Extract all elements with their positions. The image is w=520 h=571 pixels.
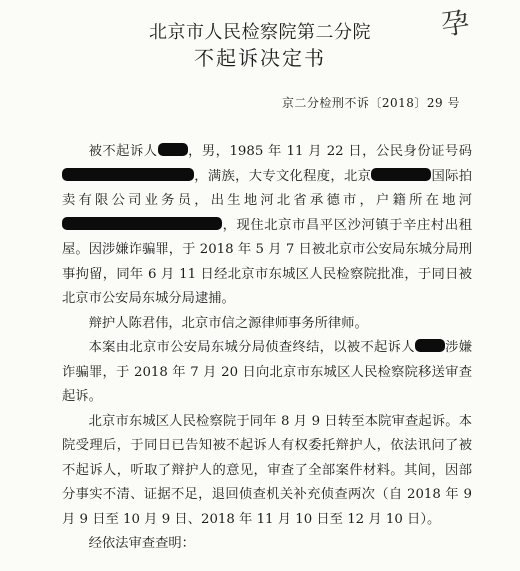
paragraph-defense-counsel: 辩护人陈君伟，北京市信之源律师事务所律师。	[88, 315, 368, 331]
redaction-mark	[62, 217, 222, 230]
paragraph-case-transfer	[62, 336, 472, 410]
paragraph-defendant	[62, 140, 472, 312]
paragraph-findings-intro: 经依法审查查明：	[88, 536, 195, 551]
text-span: 涉嫌诈骗罪，于 2018 年 7 月 20 日向北京市东城区人民检察院移送审查起诉。	[62, 340, 473, 404]
handwritten-mark: 孕	[439, 5, 472, 42]
text-span: ，现住北京市昌平区沙河镇于辛庄村出租屋。因涉嫌诈骗罪，于 2018 年 5 月 7 日被北京市公安局东城分局刑事拘留，同年 6 月 11 日经北京市东城区人民检察院批准，于同日被北京市公安局东城分局逮捕。	[62, 217, 472, 306]
document-body	[62, 140, 472, 557]
redaction-mark	[371, 168, 431, 181]
text-span: 被不起诉人	[88, 144, 158, 159]
issuing-organization: 北京市人民检察院第二分院	[149, 22, 371, 43]
redaction-mark	[158, 143, 188, 156]
text-span: 国际拍卖有限公司业务员，出生地河北省承德市，户籍所在地河	[62, 168, 473, 208]
redaction-mark	[415, 339, 445, 352]
redaction-mark	[62, 168, 194, 181]
paragraph-review: 北京市东城区人民检察院于同年 8 月 9 日转至本院审查起诉。本院受理后，于同日已告知被不起诉人有权委托辩护人，依法讯问了被不起诉人，听取了辩护人的意见，审查了全部案件材料。其间，因部分事实不清、证据不足，退回侦查机关补充侦查两次（自 2018 年 9 月 9 日至 10 月 9 日、2018 年 11 月 10 日至 12 月 10 日）。	[62, 413, 472, 527]
document-number: 京二分检刑不诉〔2018〕29 号	[281, 96, 460, 110]
text-span: ，男，1985 年 11 月 22 日，公民身份证号码	[187, 144, 473, 159]
text-span: 本案由北京市公安局东城分局侦查终结，以被不起诉人	[88, 340, 415, 355]
document-title: 不起诉决定书	[194, 46, 326, 70]
text-span: ，满族，大专文化程度，北京	[194, 168, 372, 184]
